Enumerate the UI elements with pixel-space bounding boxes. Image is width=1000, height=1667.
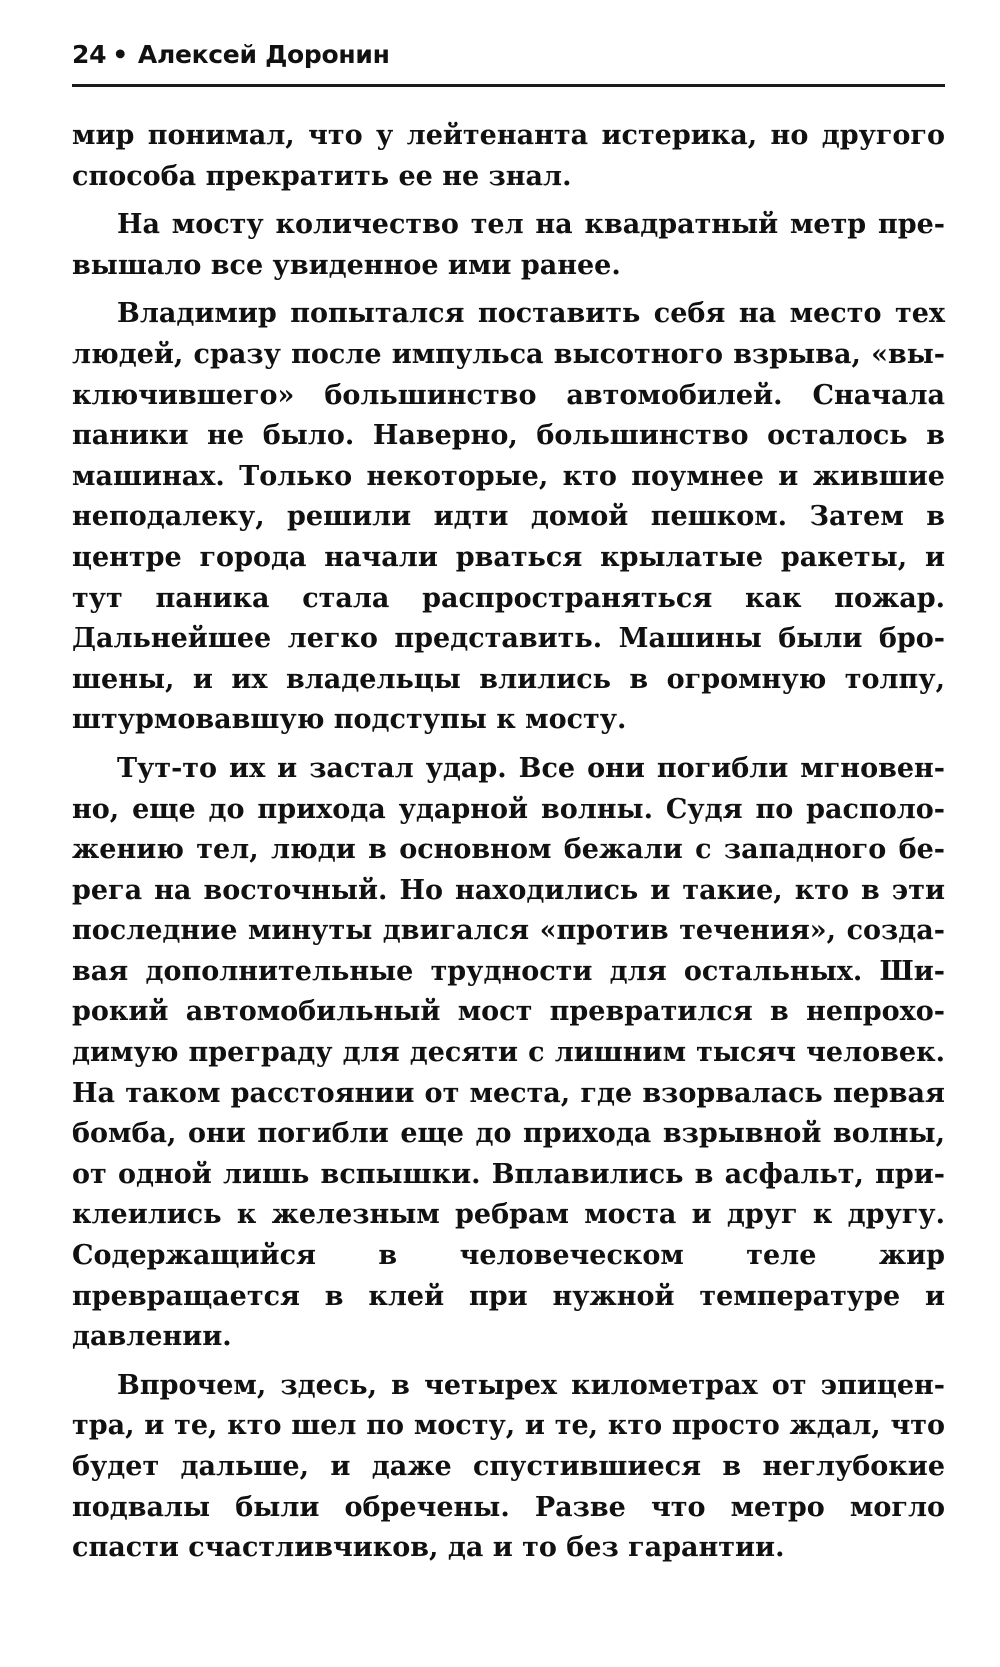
paragraph-continued: мир понимал, что у лейтенанта истерика, но другого способа прекратить ее не знал. <box>72 120 945 192</box>
paragraph: Тут-то их и застал удар. Все они погибли мгновенно, еще до прихода ударной волны. Судя по расположению тел, люди в основном бежали с западного берега на восточный. Но находились и такие, кто в эти последние минуты двигался «против течения», создавая дополнительные трудности для остальных. Широкий автомобильный мост превратился в непроходимую преграду для десяти с лишним тысяч человек. На таком расстоянии от места, где взорвалась первая бомба, они погибли еще до прихода взрывной волны, от одной лишь вспышки. Вплавились в асфальт, приклеились к железным ребрам моста и друг к другу. Содержащийся в человеческом теле жир превращается в клей при нужной температуре и давлении. <box>72 752 945 1353</box>
paragraph: Владимир попытался поставить себя на место тех людей, сразу после импульса высотного взрыва, «выключившего» большинство автомобилей. Сначала паники не было. Наверно, большинство осталось в машинах. Только некоторые, кто поумнее и жившие неподалеку, решили идти домой пешком. Затем в центре города начали рваться крылатые ракеты, и тут паника стала распространяться как пожар. Дальнейшее легко представить. Машины были брошены, и их владельцы влились в огромную толпу, штурмовавшую подступы к мосту. <box>72 298 945 736</box>
paragraph: На мосту количество тел на квадратный метр превышало все увиденное ими ранее. <box>72 209 945 281</box>
page-number: 24 <box>72 40 107 69</box>
header-rule <box>72 84 945 87</box>
paragraph: Впрочем, здесь, в четырех километрах от эпицентра, и те, кто шел по мосту, и те, кто просто ждал, что будет дальше, и даже спустившиеся в неглубокие подвалы были обречены. Разве что метро могло спасти счастливчиков, да и то без гарантии. <box>72 1369 945 1564</box>
author-name: Алексей Доронин <box>137 40 390 69</box>
body-text <box>72 116 945 1577</box>
running-header <box>72 40 390 69</box>
header-separator: • <box>112 40 128 69</box>
